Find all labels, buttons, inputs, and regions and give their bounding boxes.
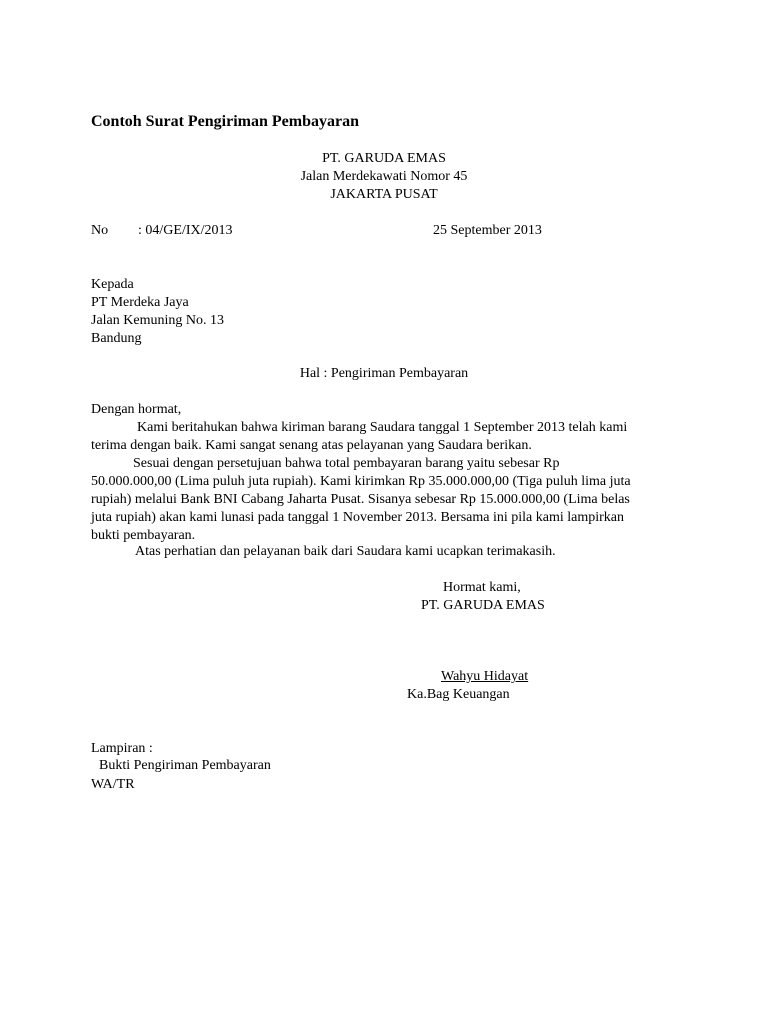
letter-number-value: : 04/GE/IX/2013 [138, 223, 233, 238]
recipient-city: Bandung [91, 331, 142, 346]
letterhead-city: JAKARTA PUSAT [330, 187, 438, 202]
letterhead-company: PT. GARUDA EMAS [322, 151, 446, 166]
letter-number-label: No [91, 223, 109, 238]
recipient-label: Kepada [91, 277, 134, 292]
recipient-street: Jalan Kemuning No. 13 [91, 313, 224, 328]
paragraph-2-line-4: juta rupiah) akan kami lunasi pada tanggal 1 November 2013. Bersama ini pila kami lampirkan [91, 510, 625, 525]
letter-date: 25 September 2013 [433, 223, 542, 238]
letter-subject: Hal : Pengiriman Pembayaran [299, 366, 469, 381]
signer-title: Ka.Bag Keuangan [407, 687, 510, 702]
paragraph-1-line-1: Kami beritahukan bahwa kiriman barang Saudara tanggal 1 September 2013 telah kami [137, 420, 628, 435]
typist-initials: WA/TR [91, 777, 135, 792]
paragraph-2-line-1: Sesuai dengan persetujuan bahwa total pembayaran barang yaitu sebesar Rp [133, 456, 560, 471]
salutation: Dengan hormat, [91, 402, 182, 417]
paragraph-3-line-1: Atas perhatian dan pelayanan baik dari Saudara kami ucapkan terimakasih. [135, 544, 556, 559]
attachment-label: Lampiran : [91, 741, 153, 756]
recipient-name: PT Merdeka Jaya [91, 295, 189, 310]
letterhead-address: Jalan Merdekawati Nomor 45 [300, 169, 468, 184]
document-title: Contoh Surat Pengiriman Pembayaran [91, 113, 359, 130]
signer-name: Wahyu Hidayat [441, 669, 529, 684]
paragraph-2-line-3: rupiah) melalui Bank BNI Cabang Jaharta Pusat. Sisanya sebesar Rp 15.000.000,00 (Lima belas [91, 492, 630, 507]
closing-company: PT. GARUDA EMAS [421, 598, 545, 613]
paragraph-2-line-5: bukti pembayaran. [91, 528, 196, 543]
attachment-item: Bukti Pengiriman Pembayaran [99, 758, 271, 773]
paragraph-1-line-2: terima dengan baik. Kami sangat senang atas pelayanan yang Saudara berikan. [91, 438, 532, 453]
closing-regards: Hormat kami, [443, 580, 521, 595]
paragraph-2-line-2: 50.000.000,00 (Lima puluh juta rupiah). Kami kirimkan Rp 35.000.000,00 (Tiga puluh lima juta [91, 474, 631, 489]
